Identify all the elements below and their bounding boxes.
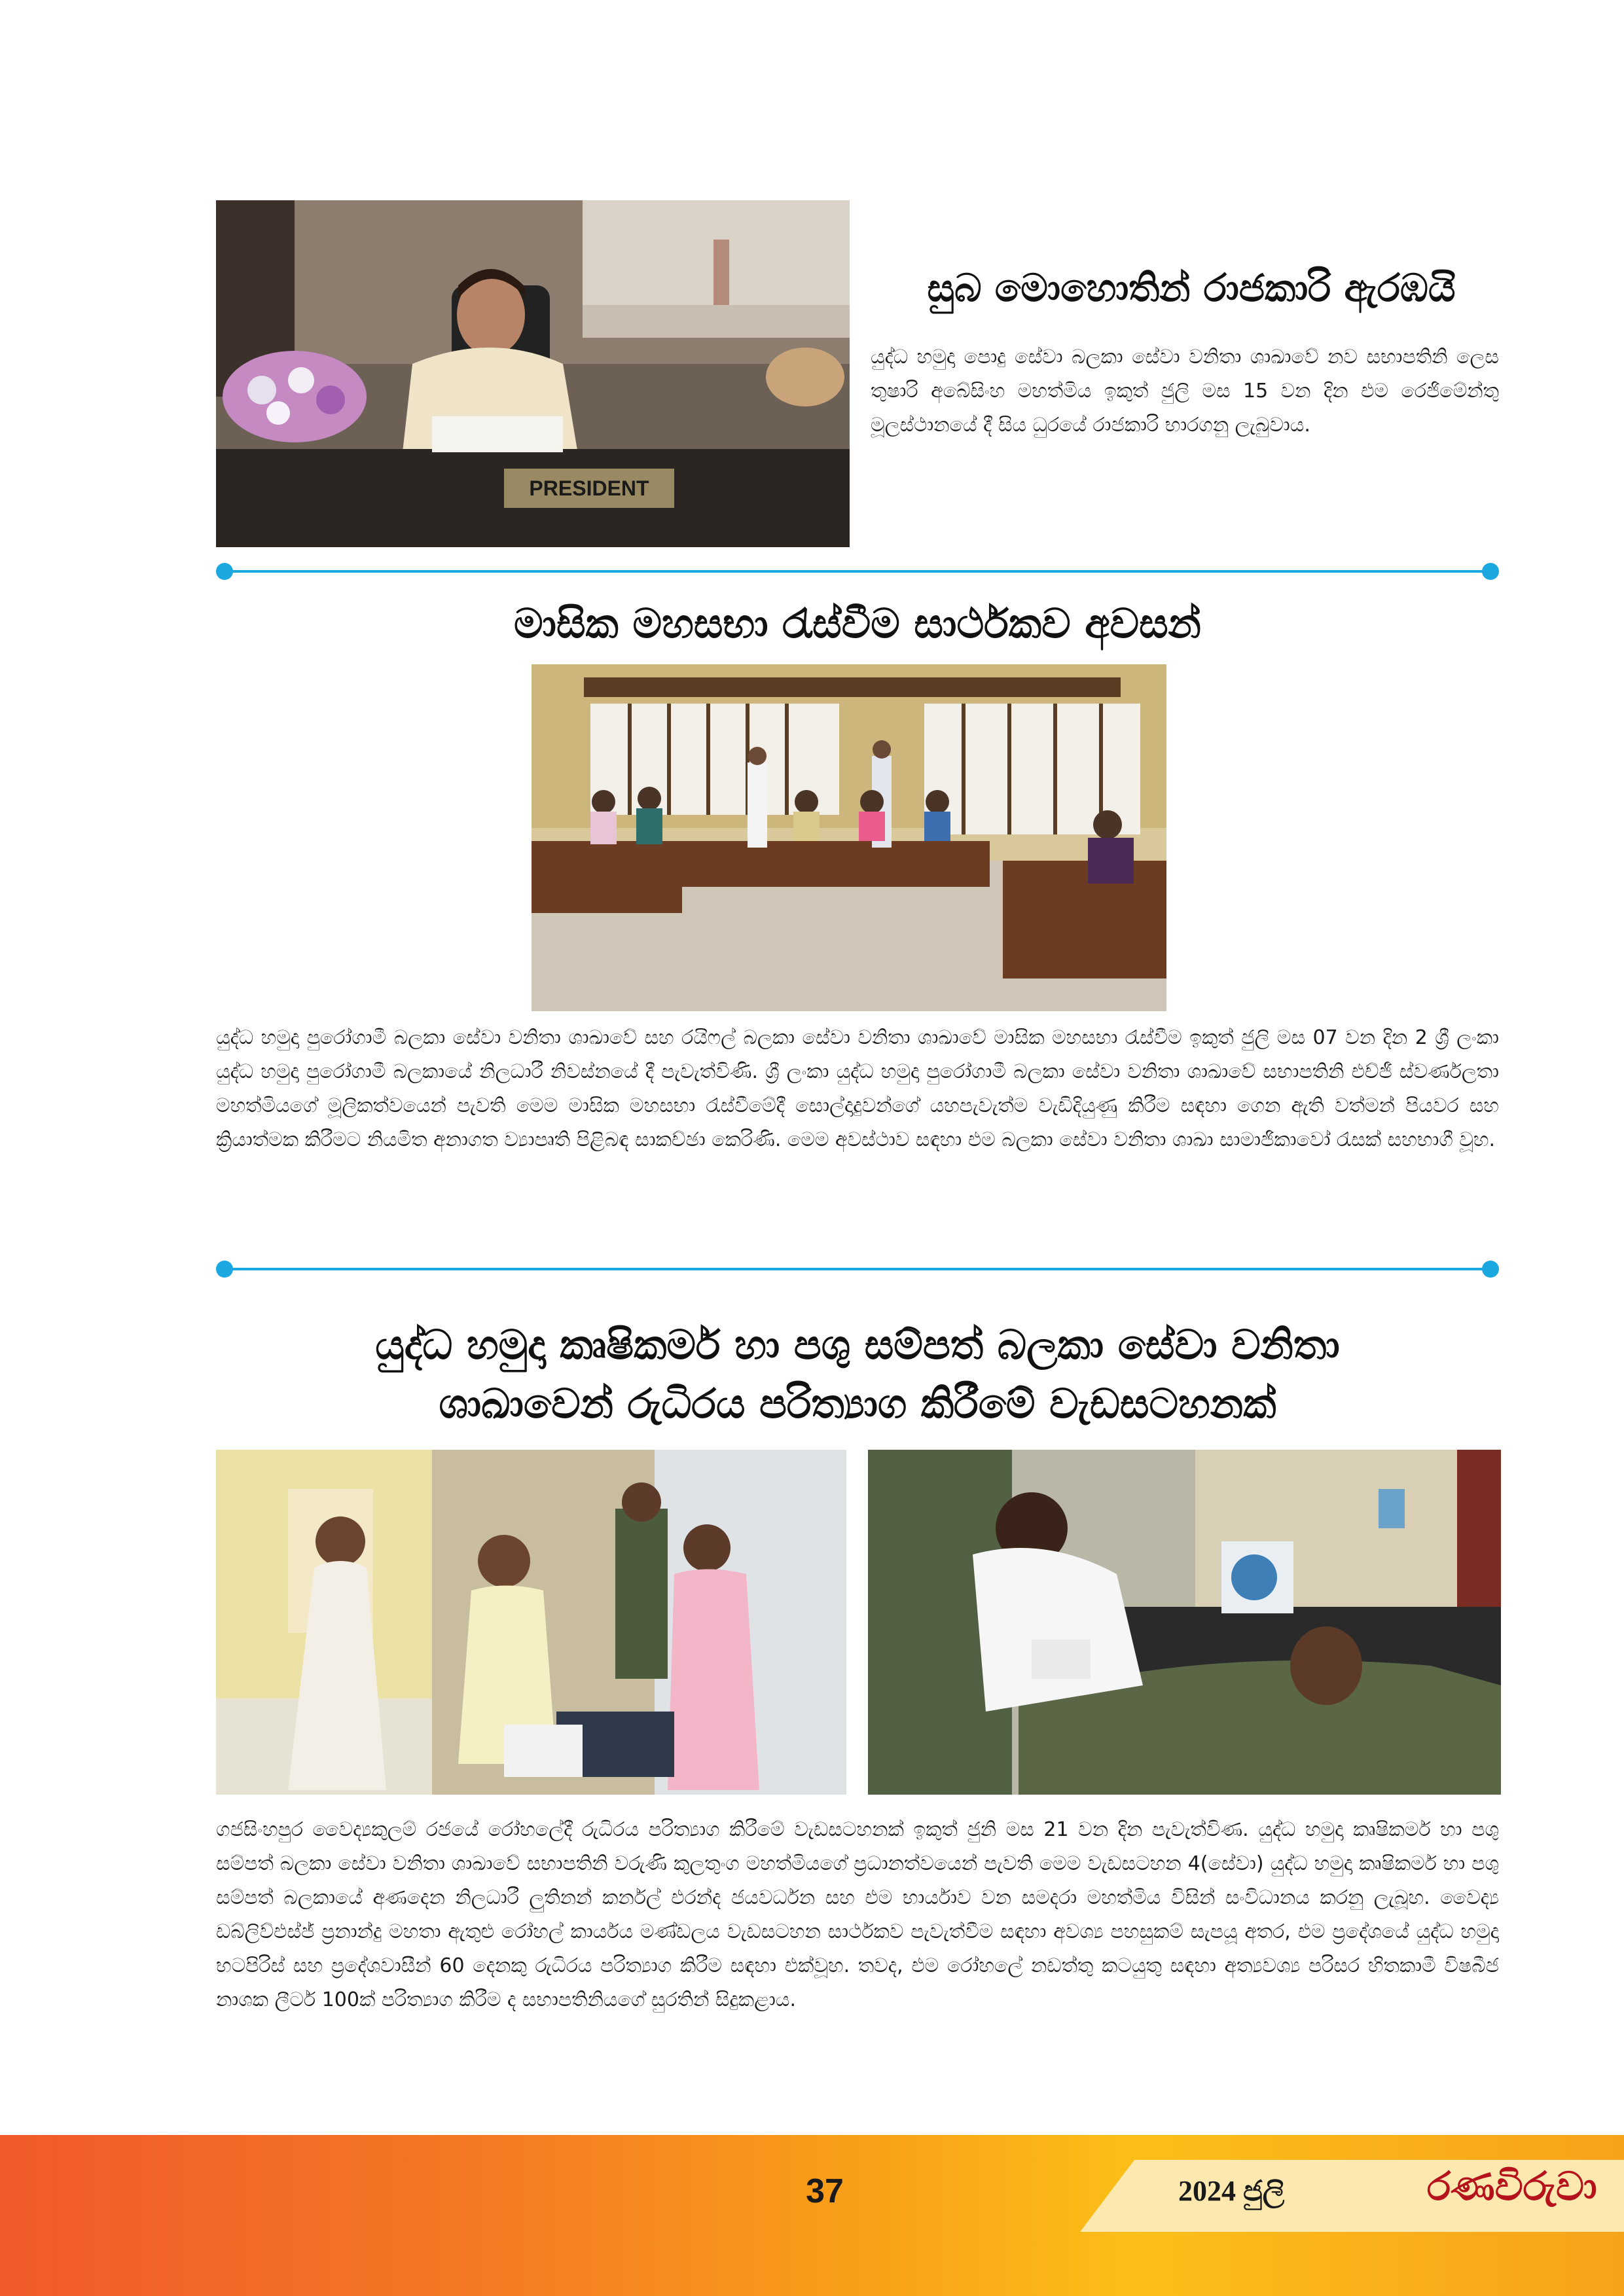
article2-body: යුද්ධ හමුදා පුරෝගාමී බලකා සේවා වනිතා ශාඛාවේ සහ රයිෆල් බලකා සේවා වනිතා ශාඛාවේ මාසික මහසභා රැස්වීම ඉකුත් ජුලි මස 07 වන දින 2 ශ්‍රී ලංකා යුද්ධ හමුදා පුරෝගාමී බලකායේ නිලධාරී නිවස්නයේ දී පැවැත්විණි. ශ්‍රී ලංකා යුද්ධ හමුදා පුරෝගාමී බලකා සේවා වනිතා ශාඛාවේ සභාපතිනි එච්ජී ස්වර්ණලතා මහත්මියගේ මූලිකත්වයෙන් පැවති මෙම මාසික මහසභා රැස්වීමේදී සොල්දාදුවන්ගේ යහපැවැත්ම වැඩිදියුණු කිරීම සඳහා ගෙන ඇති වත්මන් පියවර සහ ක්‍රියාත්මක කිරීමට නියමිත අනාගත ව්‍යාපෘති පිළිබඳ සාකච්ඡා කෙරිණි. මෙම අවස්ථාව සඳහා එම බලකා සේවා වනිතා ශාඛා සාමාජිකාවෝ රැසක් සහභාගී වූහ. xyxy=(216,1026,1499,1151)
president-office-photo xyxy=(216,200,850,547)
article1-body: යුද්ධ හමුදා පොදු සේවා බලකා සේවා වනිතා ශාඛාවේ නව සභාපතිනි ලෙස තුෂාරි අබේසිංහ මහත්මිය ඉකුත් ජුලි මස 15 වන දින එම රෙජිමේන්තු මූලස්ථානයේ දී සිය ධුරයේ රාජකාරි භාරගනු ලැබුවාය. xyxy=(871,346,1499,437)
article3-title-line2: ශාඛාවෙන් රුධිරය පරිත්‍යාග කිරීමේ වැඩසටහනක් xyxy=(439,1380,1276,1427)
section-divider-2 xyxy=(216,1261,1499,1278)
president-nameplate: PRESIDENT xyxy=(529,476,649,500)
meeting-photo xyxy=(532,664,1166,1011)
article1-title: සුබ මොහොතින් රාජකාරි ඇරඹයි xyxy=(927,266,1456,310)
blood-donation-visit-photo xyxy=(216,1450,846,1795)
magazine-logo: රණවිරුවා xyxy=(1427,2164,1597,2210)
blood-donation-nurse-photo xyxy=(868,1450,1501,1795)
issue-date: 2024 ජුලි xyxy=(1178,2175,1285,2207)
page-number: 37 xyxy=(806,2172,844,2210)
article3-body: ගජසිංහපුර වෛද්‍යකුලම් රජයේ රෝහලේදී රුධිරය පරිත්‍යාග කිරීමේ වැඩසටහනක් ඉකුත් ජුනි මස 21 වන දින පැවැත්විණ. යුද්ධ හමුදා කෘෂිකර්ම හා පශු සම්පත් බලකා සේවා වනිතා ශාඛාවේ සභාපතිනි වරුණි කුලතුංග මහත්මියගේ ප්‍රධානත්වයෙන් පැවති මෙම වැඩසටහන 4(සේවා) යුද්ධ හමුදා කෘෂිකර්ම හා පශු සම්පත් බලකායේ අණදෙන නිලධාරී ලුතිනන් කර්නල් එරන්ද ජයවර්ධන සහ එම භාර්යාව වන සමදරා මහත්මිය විසින් සංවිධානය කරනු ලැබූහ. වෛද්‍ය ඩබ්ලිව්එස්ජ් ප්‍රනාන්දු මහතා ඇතුළු රෝහල් කාර්යය මණ්ඩලය වැඩසටහන සාර්ථකව පැවැත්වීම සඳහා අවශ්‍ය පහසුකම් සැපයූ අතර, එම ප්‍රදේශයේ යුද්ධ හමුදා භටපිරිස් සහ ප්‍රදේශවාසීන් 60 දෙනකු රුධිරය පරිත්‍යාග කිරීම සඳහා එක්වූහ. තවද, එම රෝහලේ නඩත්තු කටයුතු සඳහා අත්‍යවශ්‍ය පරිසර හිතකාමී විෂබීජ නාශක ලීටර් 100ක් පරිත්‍යාග කිරීම ද සභාපතිනියගේ සුරතින් සිදුකළාය. xyxy=(216,1818,1499,2011)
section-divider-1 xyxy=(216,563,1499,580)
article2-title: මාසික මහසභා රැස්වීම සාර්ථකව අවසන් xyxy=(513,600,1201,647)
article3-title-line1: යුද්ධ හමුදා කෘෂිකර්ම හා පශු සම්පත් බලකා සේවා වනිතා xyxy=(375,1321,1340,1369)
